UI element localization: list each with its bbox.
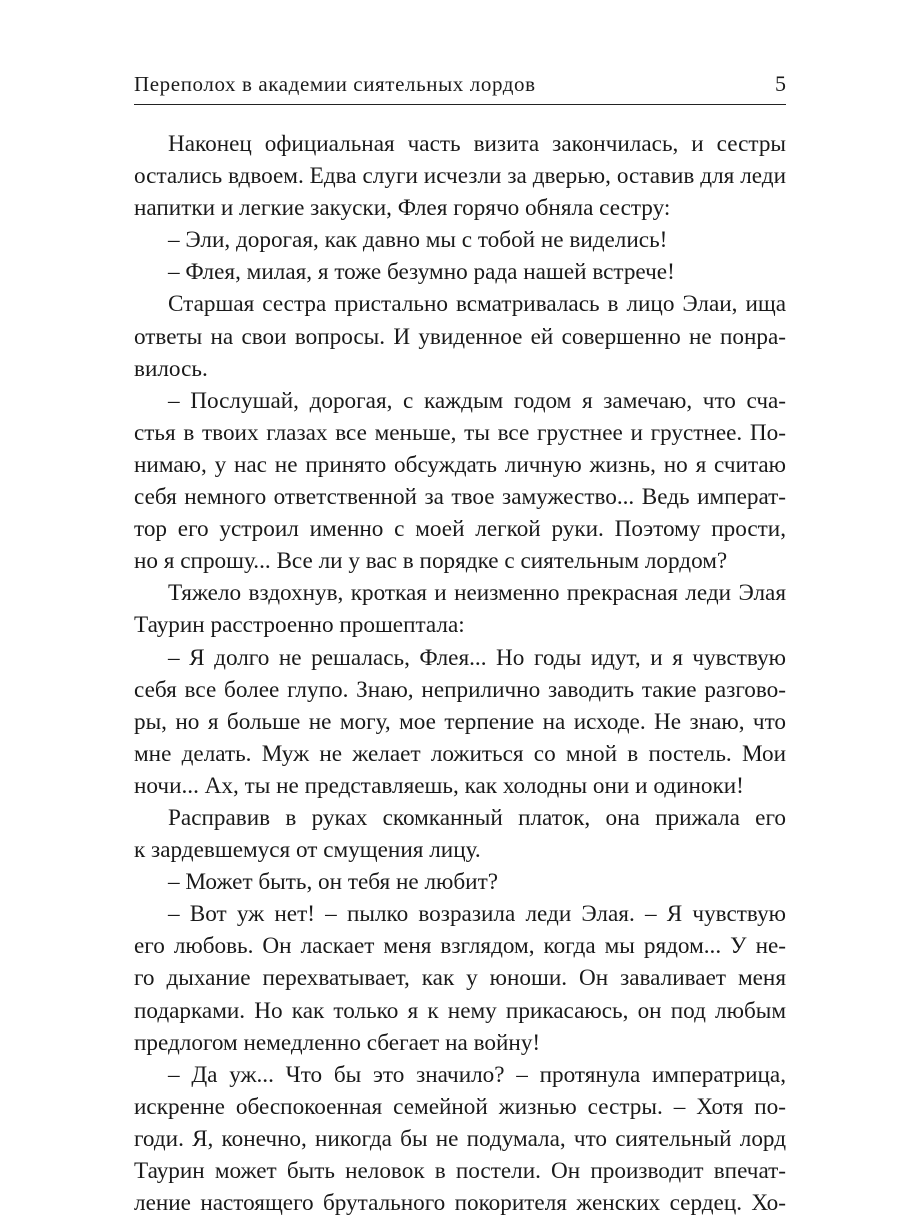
- text-line: Таурин расстроенно прошептала:: [134, 612, 465, 639]
- text-line: ление настоящего брутального покорителя женских сердец. Хо-: [134, 1190, 786, 1217]
- text-line: ночи... Ах, ты не представляешь, как холодны они и одиноки!: [134, 772, 744, 799]
- text-line: – Да уж... Что бы это значило? – протянула императрица,: [168, 1061, 786, 1088]
- text-line: Старшая сестра пристально всматривалась в лицо Элаи, ища: [168, 291, 786, 318]
- text-line: Наконец официальная часть визита закончилась, и сестры: [168, 131, 786, 157]
- text-line: мне делать. Муж не желает ложиться со мной в постель. Мои: [134, 740, 786, 767]
- text-line: – Я долго не решалась, Флея... Но годы идут, и я чувствую: [168, 644, 786, 671]
- text-line: себя немного ответственной за твое замужество... Ведь императ-: [134, 484, 786, 511]
- text-line: ответы на свои вопросы. И увиденное ей совершенно не понра-: [134, 323, 786, 350]
- page-body: [134, 128, 786, 1219]
- text-line: – Послушай, дорогая, с каждым годом я замечаю, что сча-: [168, 387, 786, 414]
- text-line: Тяжело вздохнув, кроткая и неизменно прекрасная леди Элая: [168, 580, 786, 607]
- text-line: вилось.: [134, 355, 208, 382]
- text-line: к зардевшемуся от смущения лицу.: [134, 837, 481, 864]
- text-line: остались вдвоем. Едва слуги исчезли за дверью, оставив для леди: [134, 163, 786, 190]
- text-line: тор его устроил именно с моей легкой руки. Поэтому прости,: [134, 516, 786, 543]
- text-line: предлогом немедленно сбегает на войну!: [134, 1029, 541, 1056]
- text-line: го дыхание перехватывает, как у юноши. Он заваливает меня: [134, 965, 786, 992]
- text-line: – Может быть, он тебя не любит?: [168, 869, 498, 896]
- text-line: искренне обеспокоенная семейной жизнью сестры. – Хотя по-: [134, 1093, 786, 1120]
- text-line: себя все более глупо. Знаю, неприлично заводить такие разгово-: [134, 676, 786, 703]
- page-number: 5: [775, 71, 786, 96]
- running-header: [134, 66, 786, 105]
- running-title: Переполох в академии сиятельных лордов: [134, 72, 536, 96]
- text-line: ры, но я больше не могу, мое терпение на исходе. Не знаю, что: [134, 708, 786, 735]
- text-line: стья в твоих глазах все меньше, ты все грустнее и грустнее. По-: [134, 419, 786, 446]
- text-line: напитки и легкие закуски, Флея горячо обняла сестру:: [134, 195, 671, 222]
- text-line: Таурин может быть неловок в постели. Он производит впечат-: [134, 1158, 786, 1184]
- text-line: подарками. Но как только я к нему прикасаюсь, он под любым: [134, 997, 786, 1024]
- text-line: годи. Я, конечно, никогда бы не подумала, что сиятельный лорд: [134, 1125, 786, 1152]
- text-line: – Эли, дорогая, как давно мы с тобой не виделись!: [168, 227, 668, 254]
- text-line: – Вот уж нет! – пылко возразила леди Элая. – Я чувствую: [168, 901, 786, 928]
- text-line: его любовь. Он ласкает меня взглядом, когда мы рядом... У не-: [134, 933, 786, 960]
- text-line: нимаю, у нас не принято обсуждать личную жизнь, но я считаю: [134, 451, 786, 478]
- text-line: Расправив в руках скомканный платок, она прижала его: [168, 804, 786, 831]
- text-line: – Флея, милая, я тоже безумно рада нашей встрече!: [168, 259, 675, 286]
- text-line: но я спрошу... Все ли у вас в порядке с сиятельным лордом?: [134, 548, 728, 575]
